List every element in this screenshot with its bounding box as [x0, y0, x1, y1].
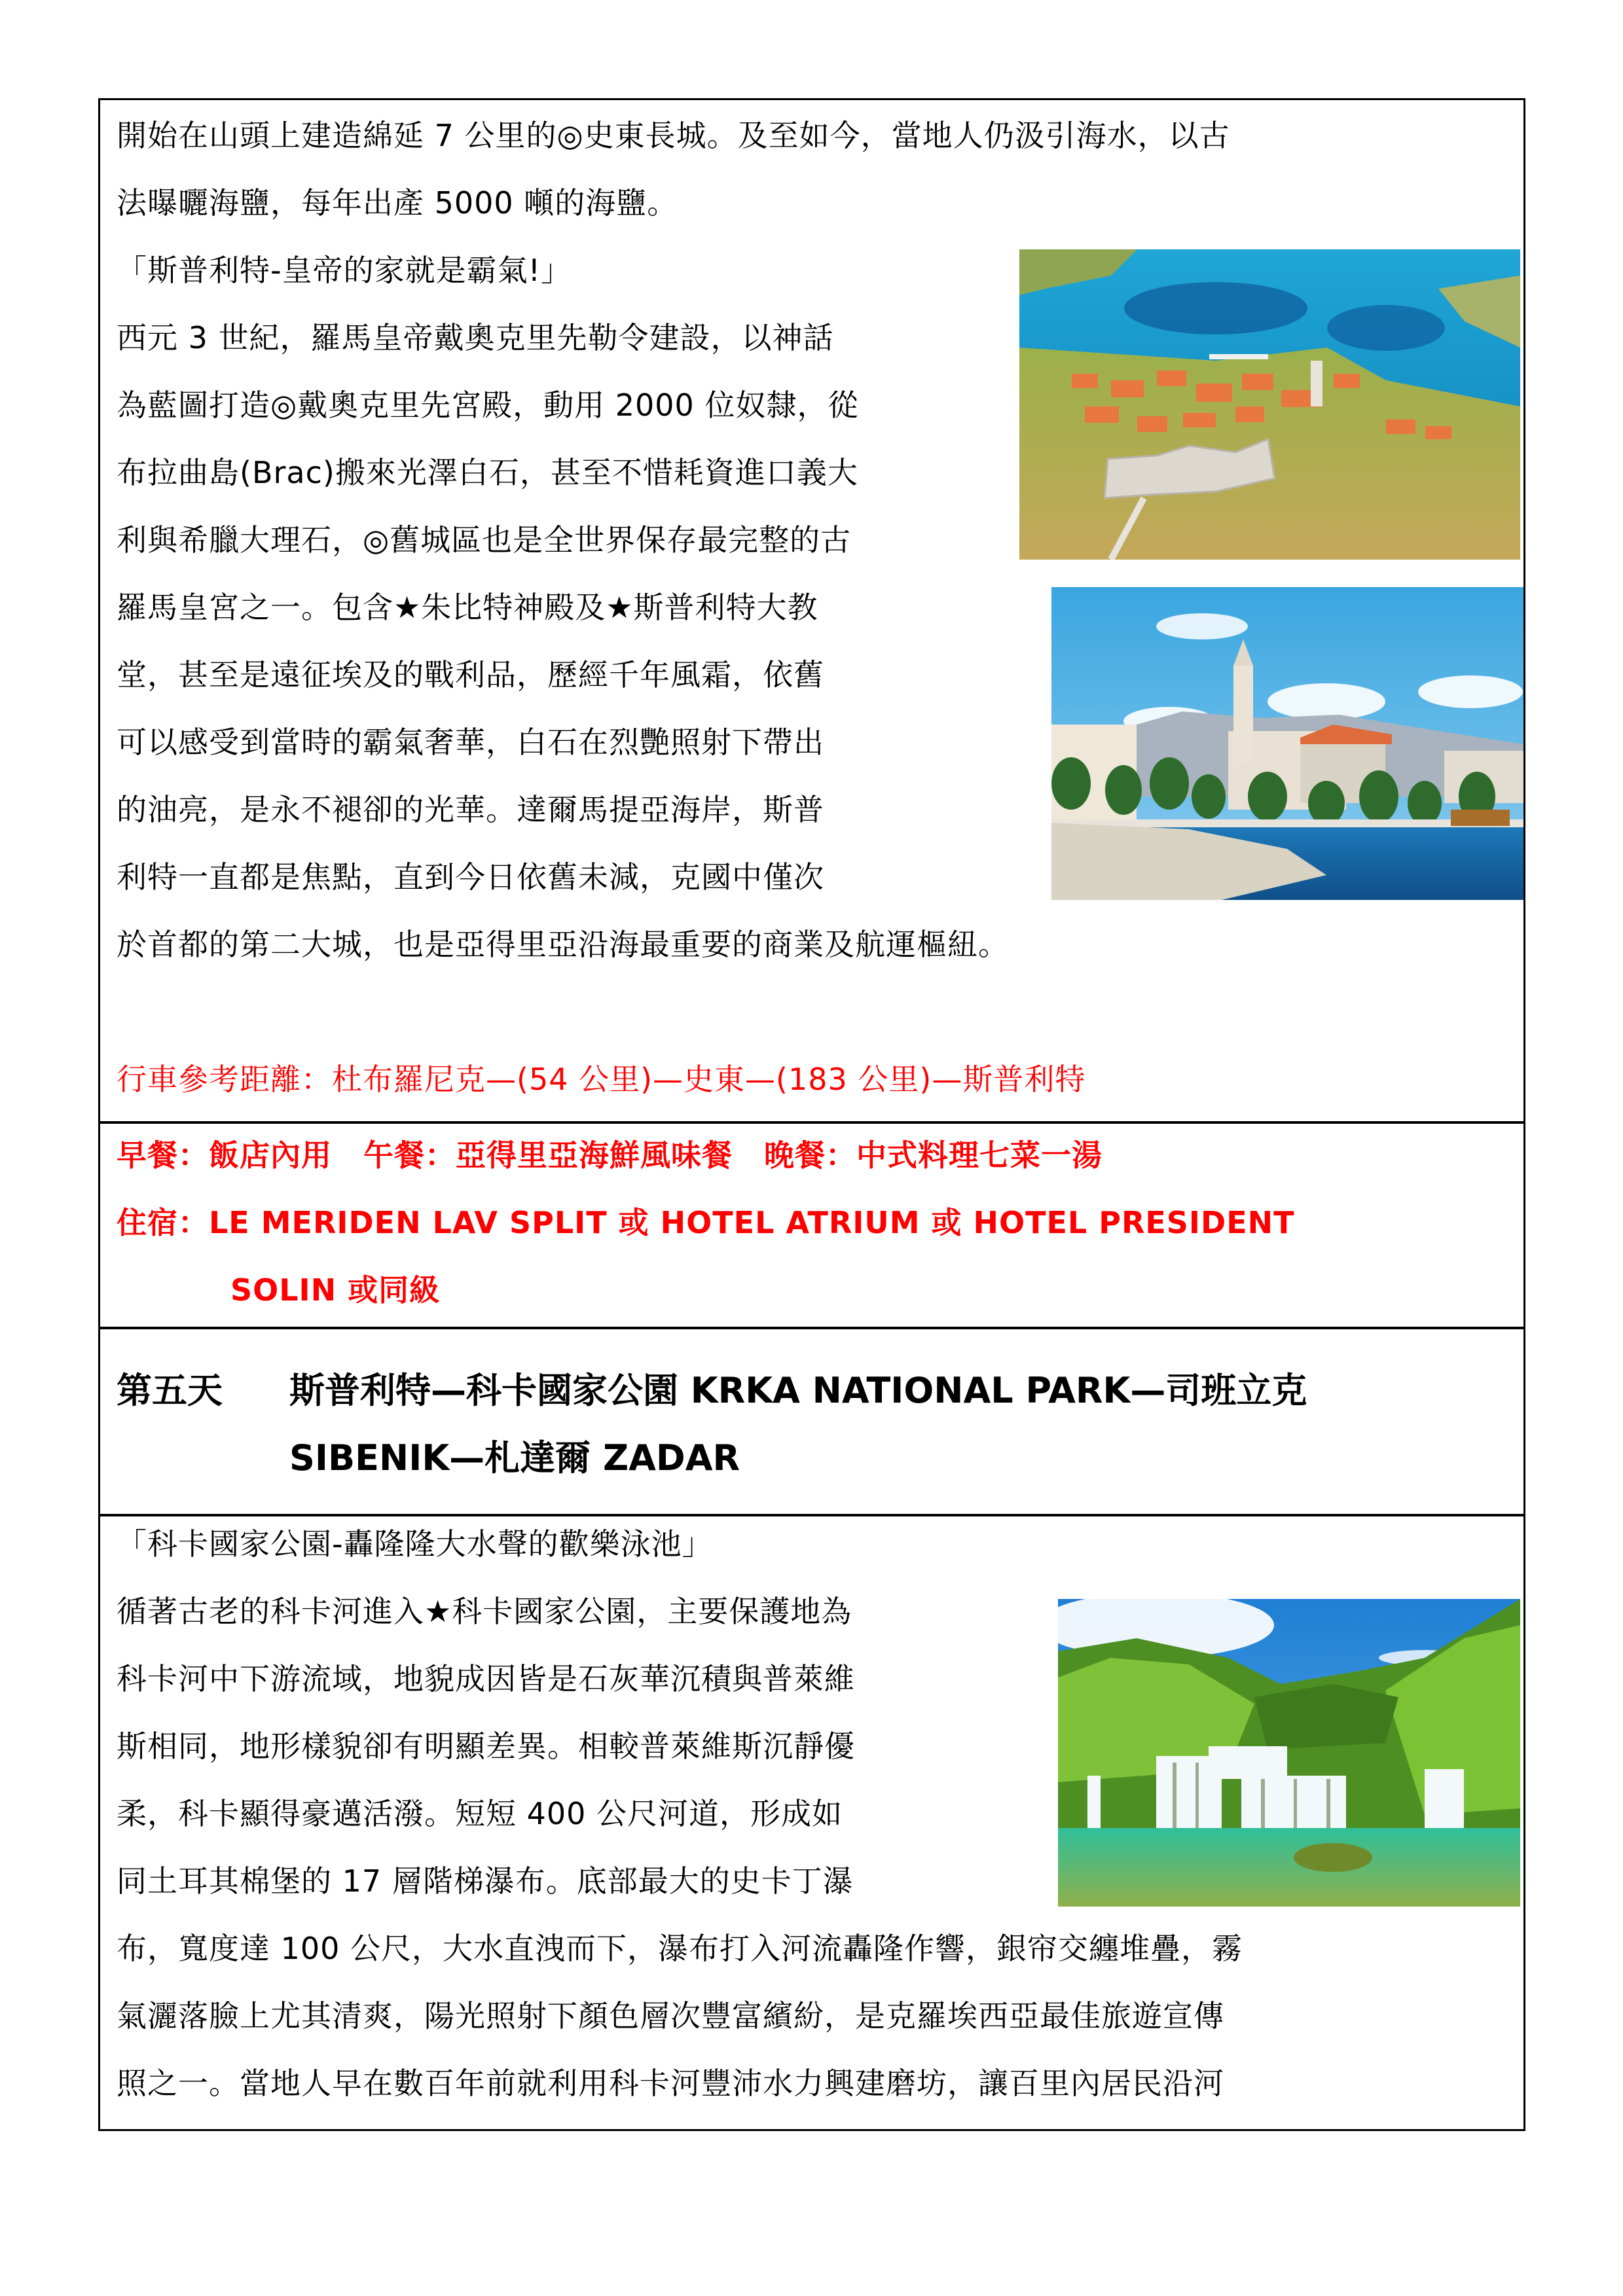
dinner-value: 中式料理七菜一湯	[856, 1138, 1103, 1173]
paragraph-line: 氣灑落臉上尤其清爽，陽光照射下顏色層次豐富繽紛，是克羅埃西亞最佳旅遊宣傳	[117, 1998, 1224, 2034]
meals-line	[117, 1136, 1103, 1174]
route-title-line2: SIBENIK—札達爾 ZADAR	[289, 1437, 740, 1479]
paragraph-line: 可以感受到當時的霸氣奢華，白石在烈艷照射下帶出	[117, 725, 824, 760]
paragraph-line: 布拉曲島(Brac)搬來光澤白石，甚至不惜耗資進口義大	[117, 455, 858, 490]
photo-krka-waterfall	[1058, 1599, 1520, 1907]
paragraph-line: 堂，甚至是遠征埃及的戰利品，歷經千年風霜，依舊	[117, 657, 824, 692]
driving-distance: 行車參考距離：杜布羅尼克—(54 公里)—史東—(183 公里)—斯普利特	[117, 1062, 1086, 1097]
lunch-value: 亞得里亞海鮮風味餐	[456, 1138, 733, 1173]
day-label: 第五天	[117, 1370, 223, 1411]
divider-meals	[98, 1121, 1525, 1124]
paragraph-line: 循著古老的科卡河進入★科卡國家公園，主要保護地為	[117, 1594, 852, 1629]
subheading-split: 「斯普利特-皇帝的家就是霸氣!」	[117, 253, 572, 288]
paragraph-line: 同土耳其棉堡的 17 層階梯瀑布。底部最大的史卡丁瀑	[117, 1863, 854, 1899]
hotel-options: LE MERIDEN LAV SPLIT 或 HOTEL ATRIUM 或 HOTEL PRESIDENT	[209, 1205, 1295, 1240]
paragraph-line: 羅馬皇宮之一。包含★朱比特神殿及★斯普利特大教	[117, 590, 818, 625]
lunch-label: 午餐：	[363, 1138, 456, 1173]
photo-ston-aerial	[1019, 249, 1520, 560]
divider-krka	[98, 1514, 1525, 1516]
hotel-line-continued: SOLIN 或同級	[230, 1272, 441, 1308]
paragraph-line: 利特一直都是焦點，直到今日依舊未減，克國中僅次	[117, 859, 824, 895]
photo-split-waterfront	[1051, 587, 1523, 900]
paragraph-line: 法曝曬海鹽，每年出產 5000 噸的海鹽。	[117, 185, 678, 221]
breakfast-value: 飯店內用	[209, 1138, 332, 1173]
paragraph-line: 布，寬度達 100 公尺，大水直洩而下，瀑布打入河流轟隆作響，銀帘交纏堆疊，霧	[117, 1931, 1243, 1966]
paragraph-line: 開始在山頭上建造綿延 7 公里的◎史東長城。及至如今，當地人仍汲引海水，以古	[117, 118, 1230, 153]
paragraph-line: 為藍圖打造◎戴奧克里先宮殿，動用 2000 位奴隸，從	[117, 387, 859, 423]
divider-day-header	[98, 1327, 1525, 1329]
paragraph-line: 西元 3 世紀，羅馬皇帝戴奧克里先勒令建設，以神話	[117, 320, 834, 355]
paragraph-line: 於首都的第二大城，也是亞得里亞沿海最重要的商業及航運樞紐。	[117, 927, 1009, 962]
paragraph-line: 的油亮，是永不褪卻的光華。達爾馬提亞海岸，斯普	[117, 792, 824, 827]
hotel-line	[117, 1204, 1295, 1242]
breakfast-label: 早餐：	[117, 1138, 209, 1173]
paragraph-line: 柔，科卡顯得豪邁活潑。短短 400 公尺河道，形成如	[117, 1796, 843, 1831]
paragraph-line: 斯相同，地形樣貌卻有明顯差異。相較普萊維斯沉靜優	[117, 1729, 855, 1764]
hotel-label: 住宿：	[117, 1205, 209, 1240]
route-title-line1: 斯普利特—科卡國家公園 KRKA NATIONAL PARK—司班立克	[289, 1370, 1307, 1411]
paragraph-line: 利與希臘大理石，◎舊城區也是全世界保存最完整的古	[117, 522, 852, 558]
paragraph-line: 照之一。當地人早在數百年前就利用科卡河豐沛水力興建磨坊，讓百里內居民沿河	[117, 2066, 1224, 2101]
subheading-krka: 「科卡國家公園-轟隆隆大水聲的歡樂泳池」	[117, 1526, 713, 1562]
paragraph-line: 科卡河中下游流域，地貌成因皆是石灰華沉積與普萊維	[117, 1661, 855, 1696]
dinner-label: 晚餐：	[764, 1138, 856, 1173]
